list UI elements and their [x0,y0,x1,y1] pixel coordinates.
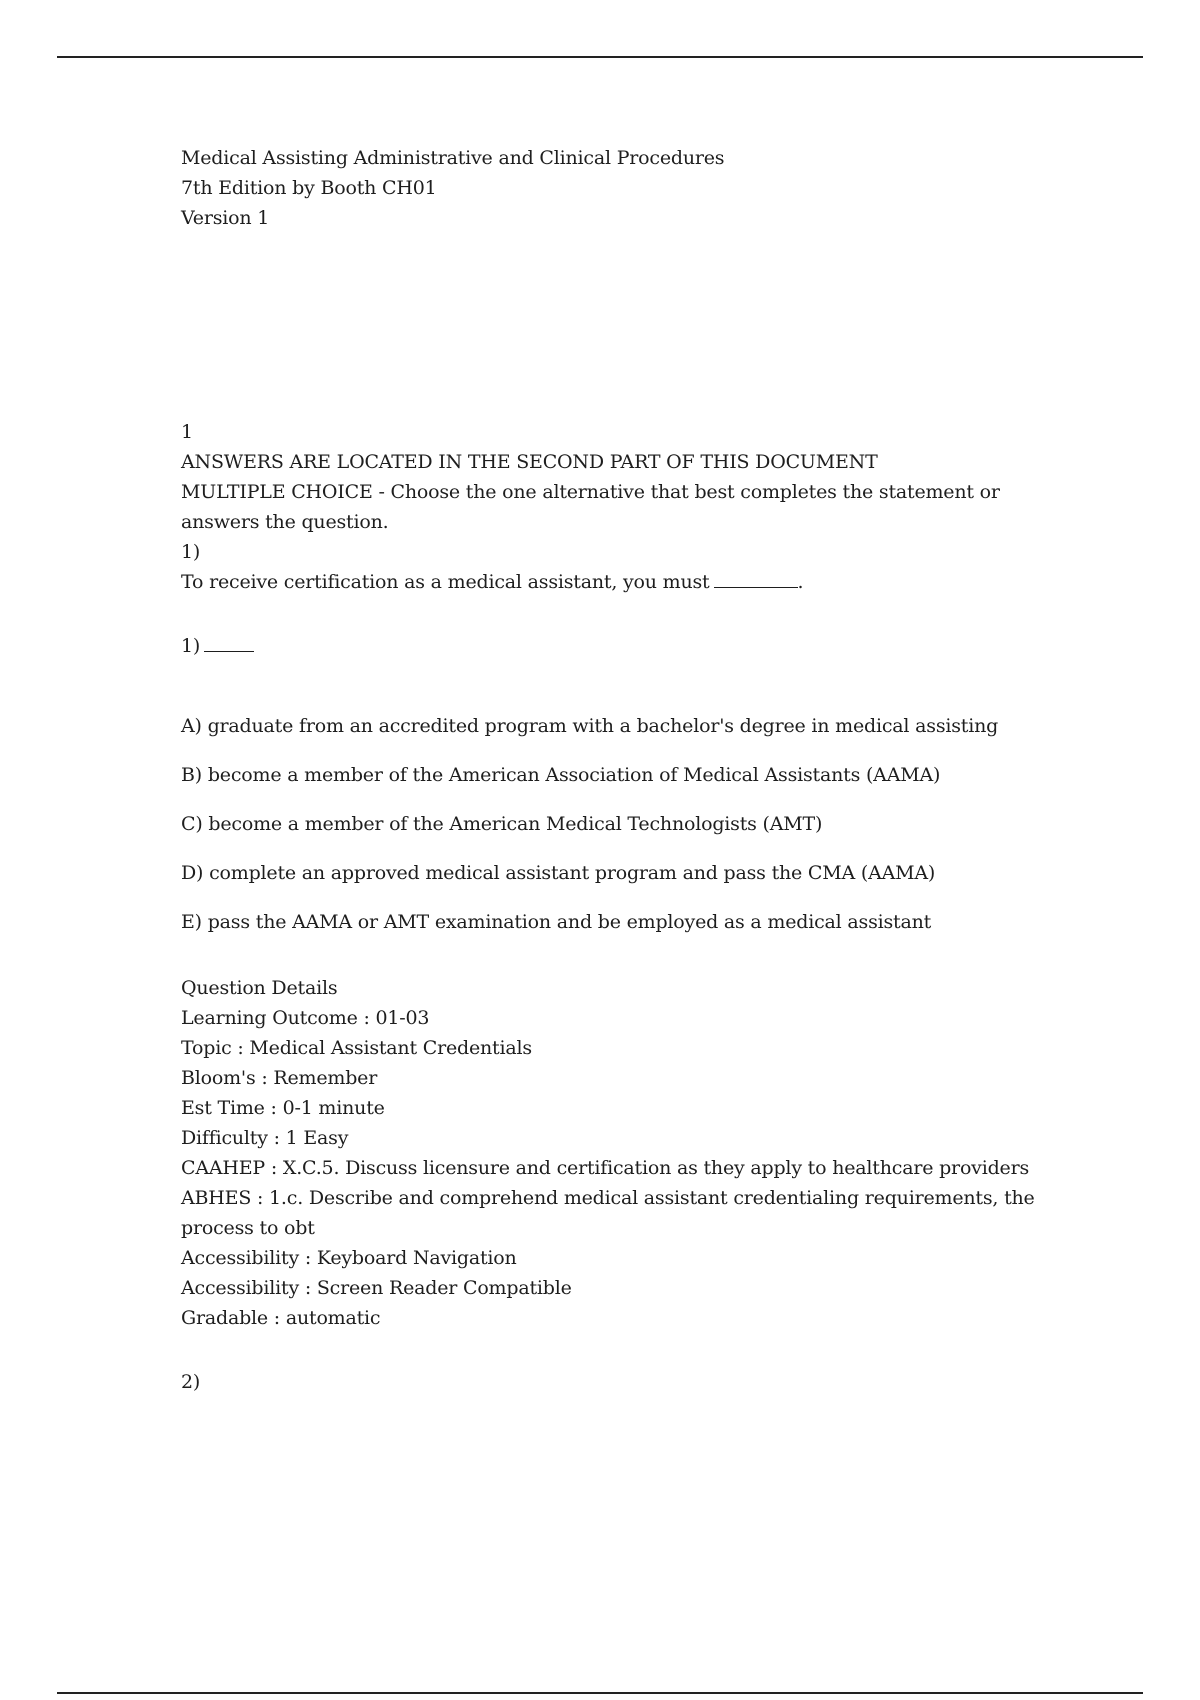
answers-notice: ANSWERS ARE LOCATED IN THE SECOND PART OF THIS DOCUMENT [181,451,878,473]
details-heading: Question Details [181,977,338,999]
option-b: B) become a member of the American Association of Medical Assistants (AAMA) [181,764,941,786]
title-line-3: Version 1 [181,207,270,229]
option-d: D) complete an approved medical assistant program and pass the CMA (AAMA) [181,862,936,884]
next-question-number: 2) [181,1371,201,1393]
top-rule [57,56,1143,58]
answer-blank [204,633,254,652]
title-line-2: 7th Edition by Booth CH01 [181,177,437,199]
page-number: 1 [181,421,193,443]
document-body [181,143,1061,1397]
detail-difficulty: Difficulty : 1 Easy [181,1127,349,1149]
detail-blooms: Bloom's : Remember [181,1067,378,1089]
option-e: E) pass the AAMA or AMT examination and be employed as a medical assistant [181,911,932,933]
question-details [181,973,1061,1333]
question-stem-line [181,567,1061,597]
detail-topic: Topic : Medical Assistant Credentials [181,1037,532,1059]
detail-caahep: CAAHEP : X.C.5. Discuss licensure and certification as they apply to healthcare providers [181,1157,1030,1179]
detail-learning-outcome: Learning Outcome : 01-03 [181,1007,430,1029]
detail-est-time: Est Time : 0-1 minute [181,1097,385,1119]
bottom-rule [57,1692,1143,1694]
document-title [181,143,1061,233]
answer-label: 1) [181,635,201,657]
option-a: A) graduate from an accredited program with a bachelor's degree in medical assisting [181,715,999,737]
detail-accessibility-keyboard: Accessibility : Keyboard Navigation [181,1247,517,1269]
question-stem: To receive certification as a medical assistant, you must [181,571,710,593]
answer-slot-line [181,631,1061,661]
question-blank [714,569,798,588]
detail-abhes: ABHES : 1.c. Describe and comprehend medical assistant credentialing requirements, the process to obt [181,1187,1035,1239]
instructions: MULTIPLE CHOICE - Choose the one alternative that best completes the statement or answers the question. [181,481,1000,533]
detail-accessibility-screen-reader: Accessibility : Screen Reader Compatible [181,1277,572,1299]
question-stem-end: . [797,571,804,593]
title-line-1: Medical Assisting Administrative and Clinical Procedures [181,147,725,169]
option-c: C) become a member of the American Medical Technologists (AMT) [181,813,823,835]
detail-gradable: Gradable : automatic [181,1307,381,1329]
question-number: 1) [181,541,201,563]
answer-options [181,711,1061,937]
